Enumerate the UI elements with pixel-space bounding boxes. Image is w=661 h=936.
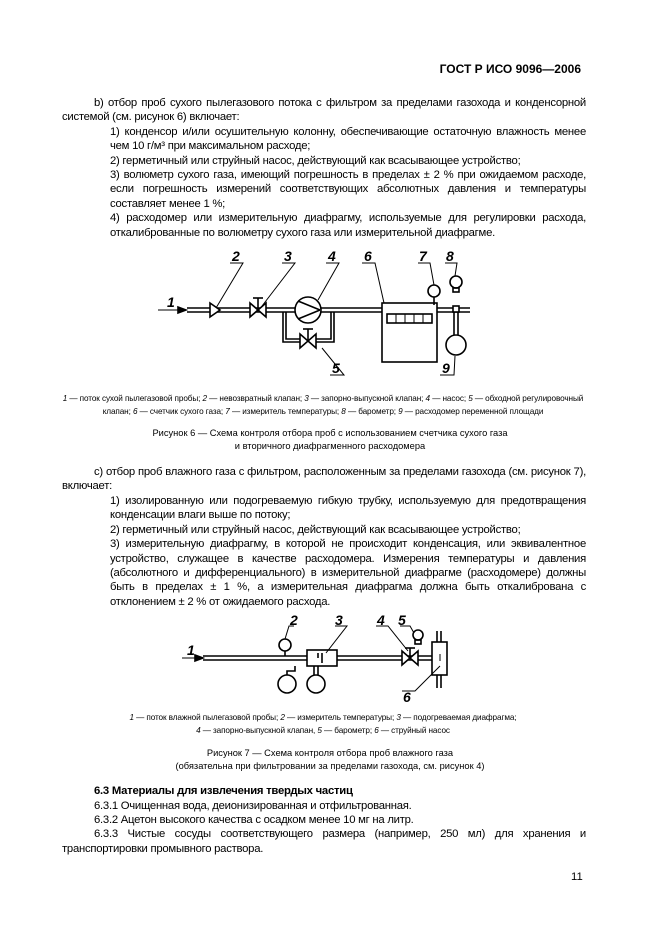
figure7-label-6: 6 <box>403 689 411 706</box>
list-item: 1) конденсор и/или осушительную колонну, обеспечивающие остаточную влажность менее чем 10 г/м³ при максимальном расходе; <box>110 125 586 153</box>
legend-number: 5 <box>468 394 473 404</box>
legend-text: насос; <box>442 394 467 404</box>
legend-number: 9 <box>398 407 403 417</box>
list-item: 6.3.3 Чистые сосуды соответствующего размера (например, 250 мл) для хранения и транспортировки промывного раствора. <box>62 828 586 855</box>
figure7-label-4: 4 <box>377 613 385 629</box>
legend-number: 1 <box>62 394 68 404</box>
section-6-3 <box>62 784 586 856</box>
check-valve-icon <box>210 303 220 317</box>
figure-7-diagram <box>0 613 661 705</box>
legend-text: струйный насос <box>391 726 450 736</box>
legend-number: 2 <box>280 713 285 723</box>
caption-line: (обязательна при фильтровании за пределами газохода, см. рисунок 4) <box>175 761 485 772</box>
figure6-label-1: 1 <box>167 294 175 311</box>
bypass-valve-icon <box>300 329 316 348</box>
figure6-label-2: 2 <box>232 248 240 265</box>
figure6-label-7: 7 <box>419 248 427 265</box>
variable-area-flowmeter-icon <box>446 306 466 355</box>
paragraph-b-intro: b) отбор проб сухого пылегазового потока с фильтром за пределами газохода и конденсорной системой (см. рисунок 6) включает: <box>62 97 586 124</box>
legend-number: 4 <box>196 726 201 736</box>
figure6-label-3: 3 <box>284 248 292 265</box>
legend-text: невозвратный клапан; <box>219 394 303 404</box>
shutoff-valve-icon <box>250 298 266 317</box>
figure6-label-8: 8 <box>446 248 454 265</box>
legend-number: 3 <box>304 394 309 404</box>
legend-text: запорно-выпускной клапан, <box>212 726 316 736</box>
list-item: 3) измерительную диафрагму, в которой не происходит конденсация, или эквивалентное устройство, служащее в качестве расходомера. Измерения температуры и давления (абсолютного и дифференциального) в измерительной диафрагме (расходомере) должны быть в пределах ± 1 %, а измерительная диафрагма должна быть откалибрована с отклонением ± 2 % от ожидаемого расхода. <box>110 538 586 608</box>
figure6-label-6: 6 <box>364 248 372 265</box>
list-item: 4) расходомер или измерительную диафрагму, используемые для регулировки расхода, откалиброванные по волюметру сухого газа или измерительной диафрагме. <box>110 212 586 239</box>
figure-7-caption <box>60 747 600 773</box>
legend-text: расходомер переменной площади <box>415 407 544 417</box>
legend-number: 2 <box>202 394 207 404</box>
legend-number: 4 <box>425 394 431 404</box>
legend-text: поток сухой пылегазовой пробы; <box>79 394 201 404</box>
barometer-icon <box>450 276 462 292</box>
thermometer-icon <box>428 285 440 305</box>
legend-text: поток влажной пылегазовой пробы; <box>146 713 279 723</box>
dry-gas-meter-icon <box>382 303 437 362</box>
legend-text: счетчик сухого газа; <box>149 407 224 417</box>
legend-text: барометр; <box>358 407 396 417</box>
pump-icon <box>295 297 321 323</box>
jet-pump-icon <box>432 631 447 688</box>
document-header: ГОСТ Р ИСО 9096—2006 <box>439 62 581 76</box>
caption-line: Рисунок 7 — Схема контроля отбора проб влажного газа <box>206 748 454 759</box>
legend-text: подогреваемая диафрагма; <box>413 713 517 723</box>
figure7-label-5: 5 <box>398 613 406 629</box>
caption-line: и вторичного диафрагменного расходомера <box>234 441 426 452</box>
legend-text: измеритель температуры; <box>297 713 395 723</box>
paragraph-c-intro: c) отбор проб влажного газа с фильтром, расположенным за пределами газохода (см. рисунок 7), включает: <box>62 466 586 493</box>
figure6-label-4: 4 <box>328 248 336 265</box>
list-item: 2) герметичный или струйный насос, действующий как всасывающее устройство; <box>110 154 521 167</box>
section-heading: 6.3 Материалы для извлечения твердых частиц <box>94 785 353 798</box>
list-item: 2) герметичный или струйный насос, действующий как всасывающее устройство; <box>110 523 521 536</box>
list-item: 3) волюметр сухого газа, имеющий погрешность в пределах ± 2 % при ожидаемом расходе, если погрешность измерений соответствующих абсолютных давления и температуры составляет менее 1 %; <box>110 169 586 210</box>
legend-number: 6 <box>374 726 379 736</box>
list-item: 1) изолированную или подогреваемую гибкую трубку, используемую для предотвращения конденсации влаги выше по потоку; <box>110 494 586 522</box>
list-item: 6.3.2 Ацетон высокого качества с осадком менее 10 мг на литр. <box>94 813 414 826</box>
figure-7-legend: 1 — поток влажной пылегазовой пробы; 2 — измеритель температуры; 3 — подогреваемая диафрагма; 4 — запорно-выпускной клапан, 5 — барометр; 6 — струйный насос <box>129 713 517 736</box>
figure7-label-3: 3 <box>335 613 343 629</box>
figure6-label-9: 9 <box>442 360 450 377</box>
legend-text: запорно-выпускной клапан; <box>321 394 424 404</box>
legend-number: 1 <box>129 713 134 723</box>
thermometer-icon <box>279 639 291 656</box>
figure-6-diagram <box>0 246 661 384</box>
page-number: 11 <box>571 871 583 884</box>
legend-text: обходной регулировочный клапан; <box>102 394 584 417</box>
legend-number: 3 <box>396 713 401 723</box>
paragraph-b <box>62 96 586 240</box>
figure-6-legend: 1 — поток сухой пылегазовой пробы; 2 — невозвратный клапан; 3 — запорно-выпускной клапан; 4 — насос; 5 — обходной регулировочный клапан; 6 — счетчик сухого газа; 7 — измеритель температуры; 8 — барометр; 9 — расходомер переменной площади <box>62 394 584 417</box>
caption-line: Рисунок 6 — Схема контроля отбора проб с использованием счетчика сухого газа <box>152 428 508 439</box>
legend-number: 8 <box>341 407 346 417</box>
legend-number: 6 <box>132 407 138 417</box>
legend-number: 5 <box>317 726 322 736</box>
figure7-label-2: 2 <box>290 613 298 629</box>
shutoff-valve-icon <box>402 648 418 665</box>
legend-text: барометр; <box>334 726 373 736</box>
legend-text: измеритель температуры; <box>242 407 340 417</box>
paragraph-c <box>62 465 586 609</box>
figure-6-caption <box>60 427 600 453</box>
figure6-label-5: 5 <box>332 360 340 377</box>
barometer-icon <box>413 630 423 644</box>
figure7-label-1: 1 <box>187 642 195 659</box>
legend-number: 7 <box>225 407 230 417</box>
list-item: 6.3.1 Очищенная вода, деионизированная и отфильтрованная. <box>94 799 412 812</box>
